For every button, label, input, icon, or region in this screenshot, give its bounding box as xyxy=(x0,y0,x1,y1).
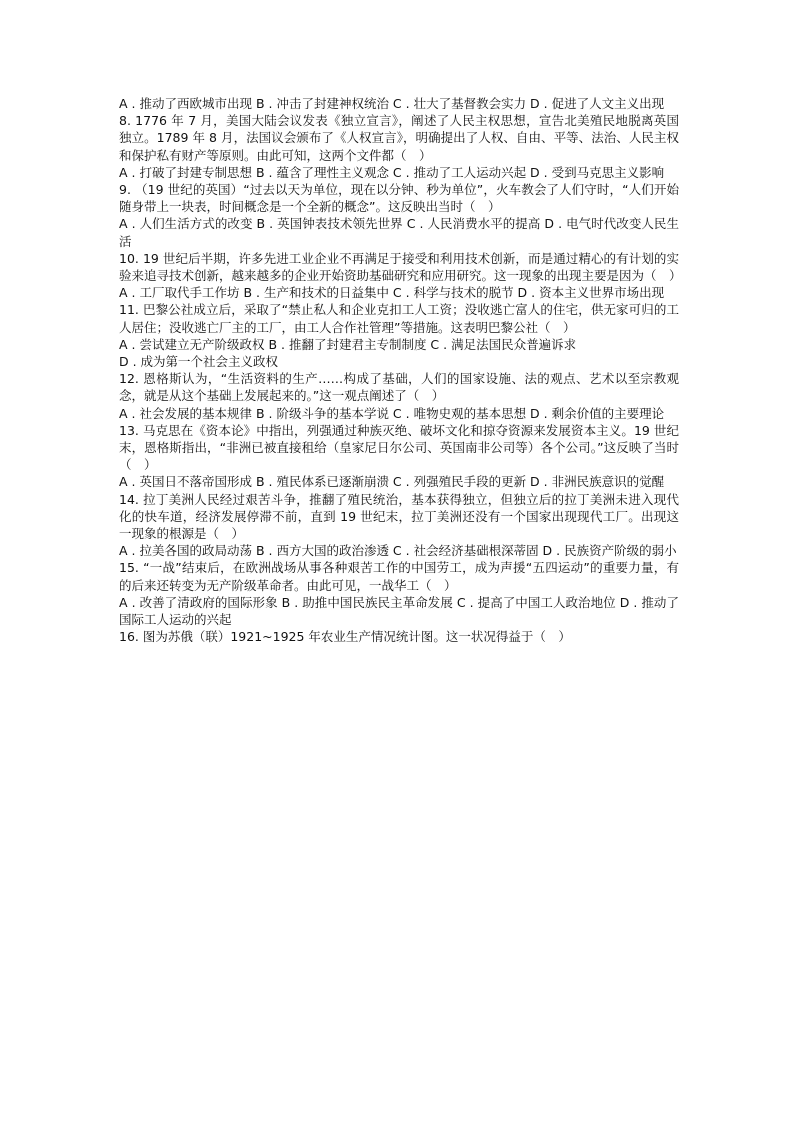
question-9: 9. （19 世纪的英国）“过去以天为单位，现在以分钟、秒为单位”，火车教会了人们守时，“人们开始随身带上一块表，时间概念是一个全新的概念”。这反映出当时（ ） xyxy=(119,182,679,215)
option-line-q14: A . 拉美各国的政局动荡 B . 西方大国的政治渗透 C . 社会经济基础根深蒂固 D . 民族资产阶级的弱小 xyxy=(119,543,677,559)
question-8: 8. 1776 年 7 月，美国大陆会议发表《独立宣言》，阐述了人民主权思想，宣告北美殖民地脱离英国独立。1789 年 8 月，法国议会颁布了《人权宣言》，明确提出了人权、自由、平等、法治、人民主权和保护私有财产等原则。由此可知，这两个文件都（ ） xyxy=(119,113,679,163)
question-15: 15. “一战”结束后，在欧洲战场从事各种艰苦工作的中国劳工，成为声援“五四运动”的重要力量，有的后来还转变为无产阶级革命者。由此可见，一战华工（ ） xyxy=(119,560,679,593)
option-line-q13: A . 英国日不落帝国形成 B . 殖民体系已逐渐崩溃 C . 列强殖民手段的更新 D . 非洲民族意识的觉醒 xyxy=(119,474,665,490)
option-line-q11-d: D . 成为第一个社会主义政权 xyxy=(119,354,279,370)
question-11: 11. 巴黎公社成立后，采取了“禁止私人和企业克扣工人工资；没收逃亡富人的住宅，供无家可归的工人居住；没收逃亡厂主的工厂，由工人合作社管理”等措施。这表明巴黎公社（ ） xyxy=(119,302,679,335)
question-13: 13. 马克思在《资本论》中指出，列强通过种族灭绝、破坏文化和掠夺资源来发展资本主义。19 世纪末，恩格斯指出，“非洲已被直接租给（皇家尼日尔公司、英国南非公司等）各个公司。”这反映了当时（ ） xyxy=(119,422,679,473)
question-14: 14. 拉丁美洲人民经过艰苦斗争，推翻了殖民统治，基本获得独立，但独立后的拉丁美洲未进入现代化的快车道，经济发展停滞不前，直到 19 世纪末，拉丁美洲还没有一个国家出现现代工厂。出现这一现象的根源是（ ） xyxy=(119,491,679,542)
question-10: 10. 19 世纪后半期，许多先进工业企业不再满足于接受和利用技术创新，而是通过精心的有计划的实验来追寻技术创新，越来越多的企业开始资助基础研究和应用研究。这一现象的出现主要是因为（ ） xyxy=(119,250,682,284)
option-line-q11-abc: A . 尝试建立无产阶级政权 B . 推翻了封建君主专制制度 C . 满足法国民众普遍诉求 xyxy=(119,336,577,352)
option-line-q9: A . 人们生活方式的改变 B . 英国钟表技术领先世界 C . 人民消费水平的提高 D . 电气时代改变人民生活 xyxy=(119,216,679,249)
option-line-q15: A . 改善了清政府的国际形象 B . 助推中国民族民主革命发展 C . 提高了中国工人政治地位 D . 推动了国际工人运动的兴起 xyxy=(119,594,679,628)
question-text-block xyxy=(119,95,682,646)
question-12: 12. 恩格斯认为，“生活资料的生产……构成了基础，人们的国家设施、法的观点、艺术以至宗教观念，就是从这个基础上发展起来的。”这一观点阐述了（ ） xyxy=(119,371,679,404)
option-line-q12: A . 社会发展的基本规律 B . 阶级斗争的基本学说 C . 唯物史观的基本思想 D . 剩余价值的主要理论 xyxy=(119,405,665,421)
option-line-q10: A . 工厂取代手工作坊 B . 生产和技术的日益集中 C . 科学与技术的脱节 D . 资本主义世界市场出现 xyxy=(119,285,665,301)
question-16: 16. 图为苏俄（联）1921~1925 年农业生产情况统计图。这一状况得益于（ ） xyxy=(119,629,571,645)
option-line-q8: A . 打破了封建专制思想 B . 蕴含了理性主义观念 C . 推动了工人运动兴起 D . 受到马克思主义影响 xyxy=(119,164,665,180)
option-line-q7: A . 推动了西欧城市出现 B . 冲击了封建神权统治 C . 壮大了基督教会实力 D . 促进了人文主义出现 xyxy=(119,96,665,111)
